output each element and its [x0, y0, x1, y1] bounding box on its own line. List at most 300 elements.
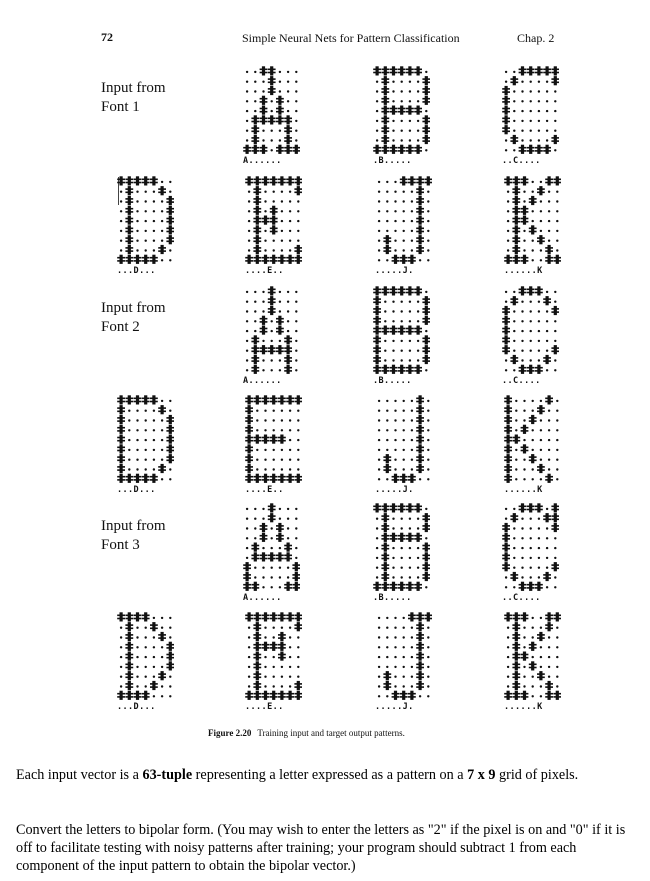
pixel-on [245, 425, 253, 434]
pixel-on [253, 206, 261, 215]
pixel-off [394, 468, 396, 470]
pixel-off [556, 666, 558, 668]
pixel-off [254, 81, 256, 83]
pixel-on [125, 395, 133, 404]
pixel-on [294, 245, 302, 254]
pixel-on [521, 206, 529, 215]
pixel-on [416, 415, 424, 424]
pixel-on [125, 642, 133, 651]
pixel-off [548, 230, 550, 232]
chapter-label: Chap. 2 [517, 31, 555, 45]
pixel-off [513, 350, 515, 352]
pixel-off [264, 685, 266, 687]
pixel-on [512, 435, 520, 444]
font3-pattern-k [504, 612, 561, 700]
pixel-off [145, 439, 147, 441]
pixel-off [403, 685, 405, 687]
pixel-on [519, 145, 527, 154]
pixel-off [120, 249, 122, 251]
pixel-on [381, 326, 389, 335]
pixel-off [394, 200, 396, 202]
pixel-off [386, 220, 388, 222]
pixel-off [523, 240, 525, 242]
pixel-off [507, 685, 509, 687]
pixel-off [521, 557, 523, 559]
pixel-on [166, 216, 174, 225]
pixel-off [264, 429, 266, 431]
pixel-off [523, 200, 525, 202]
pixel-off [409, 81, 411, 83]
pixel-off [556, 685, 558, 687]
pixel-on [529, 454, 537, 463]
pixel-on [150, 176, 158, 185]
pixel-off [548, 468, 550, 470]
pixel-off [295, 120, 297, 122]
pixel-on [150, 681, 158, 690]
pixel-on [519, 286, 527, 295]
pixel-off [556, 249, 558, 251]
pixel-on [381, 86, 389, 95]
pixel-on [284, 582, 292, 591]
pixel-off [409, 340, 411, 342]
pixel-off [403, 617, 405, 619]
pixel-off [425, 537, 427, 539]
font3-target-label-j: .....J. [375, 702, 414, 712]
pixel-off [523, 646, 525, 648]
pixel-off [409, 567, 411, 569]
pixel-off [264, 627, 266, 629]
pixel-off [507, 646, 509, 648]
pixel-off [513, 320, 515, 322]
pixel-on [262, 612, 270, 621]
pixel-off [297, 666, 299, 668]
pixel-on [416, 425, 424, 434]
pixel-off [394, 230, 396, 232]
pixel-on [512, 235, 520, 244]
pixel-off [273, 240, 275, 242]
pixel-off [273, 685, 275, 687]
pixel-off [554, 291, 556, 293]
pixel-off [246, 369, 248, 371]
pixel-on [529, 196, 537, 205]
pixel-on [527, 286, 535, 295]
pixel-on [390, 145, 398, 154]
pixel-off [279, 359, 281, 361]
pixel-on [529, 415, 537, 424]
pixel-off [169, 685, 171, 687]
pixel-off [136, 230, 138, 232]
p1-text-a: Each input vector is a [16, 767, 143, 783]
pixel-off [417, 547, 419, 549]
pixel-on [166, 435, 174, 444]
pixel-off [153, 646, 155, 648]
pixel-off [425, 330, 427, 332]
pixel-off [513, 291, 515, 293]
pixel-on [270, 691, 278, 700]
pixel-off [145, 627, 147, 629]
pixel-on [284, 543, 292, 552]
pixel-on [270, 612, 278, 621]
pixel-off [248, 627, 250, 629]
pixel-on [292, 562, 300, 571]
pixel-off [289, 230, 291, 232]
pixel-off [297, 656, 299, 658]
pixel-on [245, 474, 253, 483]
pixel-on [158, 405, 166, 414]
pixel-off [425, 110, 427, 112]
pixel-off [297, 200, 299, 202]
pixel-on [117, 691, 125, 700]
pixel-on [294, 255, 302, 264]
pixel-off [394, 410, 396, 412]
pixel-off [532, 468, 534, 470]
font2-pattern-a [243, 286, 300, 374]
pixel-off [136, 191, 138, 193]
pixel-off [513, 100, 515, 102]
pixel-off [271, 586, 273, 588]
pixel-off [295, 301, 297, 303]
pixel-off [161, 240, 163, 242]
pixel-off [403, 230, 405, 232]
pixel-on [276, 145, 284, 154]
pixel-off [386, 646, 388, 648]
pixel-off [289, 210, 291, 212]
pixel-on [408, 612, 416, 621]
pixel-on [381, 533, 389, 542]
pixel-on [521, 176, 529, 185]
pixel-on [504, 444, 512, 453]
pixel-on [535, 582, 543, 591]
pixel-off [289, 676, 291, 678]
font2-target-label-j: .....J. [375, 485, 414, 495]
pixel-off [507, 210, 509, 212]
pixel-on [512, 176, 520, 185]
pixel-on [381, 582, 389, 591]
pixel-off [145, 676, 147, 678]
pixel-off [546, 139, 548, 141]
pixel-off [273, 636, 275, 638]
pixel-off [540, 627, 542, 629]
pixel-off [515, 449, 517, 451]
pixel-on [422, 543, 430, 552]
pixel-off [281, 459, 283, 461]
pixel-off [515, 410, 517, 412]
pixel-off [417, 350, 419, 352]
pixel-off [289, 459, 291, 461]
pixel-off [530, 567, 532, 569]
pixel-on [253, 186, 261, 195]
pixel-on [373, 335, 381, 344]
pixel-off [248, 230, 250, 232]
pixel-off [271, 369, 273, 371]
pixel-on [260, 523, 268, 532]
font3-pattern-b [373, 503, 430, 591]
pixel-off [295, 139, 297, 141]
pixel-off [507, 666, 509, 668]
font1-pattern-b [373, 66, 430, 154]
pixel-off [411, 191, 413, 193]
pixel-off [297, 240, 299, 242]
pixel-off [546, 340, 548, 342]
pixel-off [295, 340, 297, 342]
pixel-off [287, 71, 289, 73]
pixel-on [390, 66, 398, 75]
font3-pattern-c [502, 503, 559, 591]
pixel-off [295, 537, 297, 539]
pixel-off [145, 220, 147, 222]
pixel-off [427, 240, 429, 242]
font3-pattern-a [243, 503, 300, 591]
pixel-off [145, 468, 147, 470]
pixel-off [295, 130, 297, 132]
pixel-off [427, 695, 429, 697]
pixel-off [153, 695, 155, 697]
pixel-off [297, 439, 299, 441]
pixel-off [145, 410, 147, 412]
pixel-off [378, 666, 380, 668]
pixel-off [394, 676, 396, 678]
pixel-off [521, 340, 523, 342]
pixel-on [251, 552, 259, 561]
pixel-on [381, 552, 389, 561]
pixel-on [545, 622, 553, 631]
pixel-on [535, 365, 543, 374]
pixel-off [281, 468, 283, 470]
pixel-off [271, 359, 273, 361]
pixel-off [136, 666, 138, 668]
pixel-off [403, 636, 405, 638]
pixel-on [398, 106, 406, 115]
pixel-off [540, 695, 542, 697]
pixel-on [519, 365, 527, 374]
pixel-off [411, 646, 413, 648]
pixel-on [551, 76, 559, 85]
pixel-off [392, 567, 394, 569]
pixel-off [523, 468, 525, 470]
pixel-off [530, 340, 532, 342]
pixel-off [513, 130, 515, 132]
pixel-off [262, 586, 264, 588]
pixel-off [136, 459, 138, 461]
pixel-off [256, 429, 258, 431]
pixel-off [427, 200, 429, 202]
pixel-off [297, 459, 299, 461]
pixel-off [419, 259, 421, 261]
pixel-on [117, 176, 125, 185]
font2-pattern-e [245, 395, 302, 483]
pixel-on [519, 66, 527, 75]
pixel-off [401, 518, 403, 520]
pixel-off [264, 468, 266, 470]
font3-target-label-c: ..C.... [502, 593, 541, 603]
pixel-off [279, 567, 281, 569]
pixel-on [253, 652, 261, 661]
pixel-off [401, 139, 403, 141]
pixel-off [246, 139, 248, 141]
font1-pattern-e [245, 176, 302, 264]
pixel-on [545, 474, 553, 483]
pixel-on [166, 425, 174, 434]
pixel-off [532, 191, 534, 193]
pixel-on [398, 286, 406, 295]
pixel-off [254, 508, 256, 510]
pixel-off [289, 419, 291, 421]
pixel-off [523, 459, 525, 461]
pixel-off [523, 666, 525, 668]
pixel-on [390, 106, 398, 115]
pixel-off [548, 439, 550, 441]
pixel-on [398, 145, 406, 154]
pixel-off [378, 210, 380, 212]
pixel-off [246, 340, 248, 342]
pixel-off [513, 71, 515, 73]
pixel-on [416, 661, 424, 670]
pixel-on [253, 632, 261, 641]
pixel-off [254, 567, 256, 569]
pixel-off [530, 310, 532, 312]
pixel-on [150, 395, 158, 404]
pixel-on [390, 286, 398, 295]
pixel-off [145, 685, 147, 687]
pixel-off [378, 400, 380, 402]
pixel-off [540, 439, 542, 441]
pixel-off [411, 676, 413, 678]
pixel-on [245, 435, 253, 444]
pixel-off [289, 685, 291, 687]
pixel-off [411, 429, 413, 431]
pixel-off [521, 518, 523, 520]
pixel-on [545, 395, 553, 404]
pixel-off [161, 429, 163, 431]
pixel-on [373, 355, 381, 364]
pixel-off [403, 200, 405, 202]
pixel-off [427, 685, 429, 687]
pixel-on [253, 196, 261, 205]
pixel-off [289, 468, 291, 470]
pixel-off [169, 468, 171, 470]
pixel-off [411, 685, 413, 687]
pixel-on [553, 612, 561, 621]
pixel-off [136, 439, 138, 441]
pixel-on [251, 135, 259, 144]
pixel-on [166, 196, 174, 205]
pixel-off [513, 340, 515, 342]
pixel-off [507, 191, 509, 193]
pixel-off [279, 310, 281, 312]
pixel-on [117, 415, 125, 424]
pixel-off [246, 120, 248, 122]
pixel-on [551, 513, 559, 522]
pixel-off [417, 81, 419, 83]
pixel-off [153, 617, 155, 619]
pixel-on [276, 316, 284, 325]
pixel-off [556, 240, 558, 242]
font1-pattern-j [375, 176, 432, 264]
pixel-off [128, 468, 130, 470]
pixel-off [289, 627, 291, 629]
pixel-off [523, 478, 525, 480]
pixel-off [401, 90, 403, 92]
pixel-on [383, 671, 391, 680]
pixel-off [376, 120, 378, 122]
pixel-off [538, 576, 540, 578]
pixel-off [384, 340, 386, 342]
pixel-on [406, 326, 414, 335]
pixel-on [278, 176, 286, 185]
pixel-off [394, 191, 396, 193]
pixel-on [262, 642, 270, 651]
pixel-off [411, 220, 413, 222]
pixel-on [245, 176, 253, 185]
pixel-off [521, 547, 523, 549]
pixel-off [546, 291, 548, 293]
pixel-off [556, 478, 558, 480]
pixel-off [386, 439, 388, 441]
pixel-off [417, 518, 419, 520]
pixel-off [403, 419, 405, 421]
pixel-on [414, 365, 422, 374]
pixel-off [273, 627, 275, 629]
pixel-off [169, 627, 171, 629]
pixel-off [532, 685, 534, 687]
pixel-off [521, 527, 523, 529]
pixel-off [384, 320, 386, 322]
pixel-on [134, 691, 142, 700]
pixel-off [136, 210, 138, 212]
pixel-off [417, 130, 419, 132]
font2-target-label-b: .B..... [373, 376, 412, 386]
pixel-off [540, 459, 542, 461]
pixel-on [416, 225, 424, 234]
pixel-on [502, 552, 510, 561]
pixel-on [117, 395, 125, 404]
pixel-off [254, 518, 256, 520]
pixel-on [286, 474, 294, 483]
pixel-off [279, 508, 281, 510]
pixel-off [532, 410, 534, 412]
pixel-on [406, 582, 414, 591]
pixel-off [523, 191, 525, 193]
pixel-off [287, 90, 289, 92]
pixel-off [254, 100, 256, 102]
pixel-off [532, 181, 534, 183]
pixel-off [523, 249, 525, 251]
pixel-on [416, 235, 424, 244]
pixel-on [158, 245, 166, 254]
pixel-on [502, 326, 510, 335]
pixel-off [161, 230, 163, 232]
pixel-on [398, 365, 406, 374]
pixel-on [422, 316, 430, 325]
pixel-off [521, 350, 523, 352]
pixel-on [400, 176, 408, 185]
pixel-on [245, 612, 253, 621]
pixel-off [287, 567, 289, 569]
pixel-off [273, 459, 275, 461]
pixel-off [153, 459, 155, 461]
pixel-off [386, 627, 388, 629]
pixel-off [262, 508, 264, 510]
pixel-off [556, 419, 558, 421]
pixel-on [251, 355, 259, 364]
pixel-off [548, 449, 550, 451]
pixel-off [281, 676, 283, 678]
pixel-on [551, 306, 559, 315]
pixel-off [264, 459, 266, 461]
pixel-on [276, 115, 284, 124]
pixel-off [392, 557, 394, 559]
body-paragraph-1 [16, 766, 641, 784]
